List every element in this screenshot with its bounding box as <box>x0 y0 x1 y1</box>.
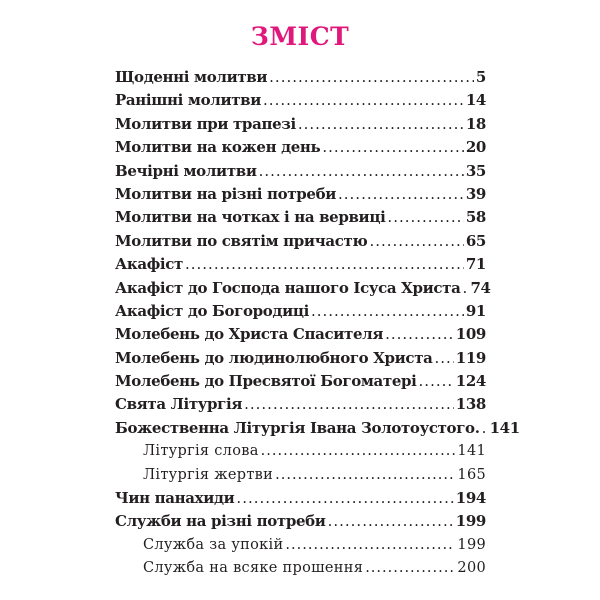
toc-entry-page-number: 199 <box>455 512 486 531</box>
toc-dot-leader <box>435 347 454 370</box>
toc-entry-page-number: 119 <box>455 348 486 367</box>
toc-entry <box>115 393 486 416</box>
toc-entry-title: Молебень до Пресвятої Богоматері <box>115 372 417 391</box>
toc-dot-leader <box>298 113 464 136</box>
toc-dot-leader <box>322 136 463 159</box>
table-of-contents <box>115 66 520 581</box>
toc-entry-title: Молитви на різні потреби <box>115 184 336 203</box>
toc-entry-page-number: 124 <box>455 372 486 391</box>
toc-entry <box>115 534 486 557</box>
toc-entry-title: Молитви по святім причастю <box>115 231 368 250</box>
toc-entry <box>115 113 486 136</box>
toc-dot-leader <box>385 323 454 346</box>
toc-entry <box>115 464 486 487</box>
toc-entry-title: Вечірні молитви <box>115 161 257 180</box>
toc-entry-page-number: 18 <box>465 114 486 133</box>
toc-entry <box>115 323 486 346</box>
toc-entry-page-number: 91 <box>465 301 486 320</box>
toc-dot-leader <box>419 370 454 393</box>
toc-entry-page-number: 14 <box>465 91 486 110</box>
toc-dot-leader <box>259 160 464 183</box>
toc-dot-leader <box>244 393 454 416</box>
toc-entry-title: Молебень до Христа Спасителя <box>115 325 384 344</box>
toc-entry-title: Молитви на чотках і на вервиці <box>115 208 386 227</box>
toc-entry-title: Літургія слова <box>143 443 259 460</box>
toc-entry <box>115 66 486 89</box>
toc-dot-leader <box>328 510 454 533</box>
toc-entry <box>115 89 486 112</box>
toc-entry-title: Служба за упокій <box>143 536 284 553</box>
toc-entry-title: Служби на різні потреби <box>115 512 326 531</box>
toc-entry <box>115 206 486 229</box>
toc-dot-leader <box>263 89 464 112</box>
toc-dot-leader <box>387 206 463 229</box>
toc-entry-page-number: 194 <box>455 489 486 508</box>
toc-dot-leader <box>365 557 455 580</box>
toc-dot-leader <box>275 464 455 487</box>
toc-entry-title: Чин панахиди <box>115 489 235 508</box>
toc-entry <box>115 557 486 580</box>
toc-entry-page-number: 200 <box>457 560 486 577</box>
toc-dot-leader <box>285 534 455 557</box>
page-title: ЗМІСТ <box>250 22 350 51</box>
toc-entry-page-number: 20 <box>465 138 486 157</box>
toc-entry-title: Служба на всяке прошення <box>143 560 364 577</box>
toc-entry <box>115 440 486 463</box>
toc-entry-page-number: 5 <box>475 68 486 86</box>
toc-entry <box>115 160 486 183</box>
toc-entry <box>115 230 486 253</box>
toc-entry <box>115 510 486 533</box>
toc-entry-page-number: 141 <box>457 443 486 460</box>
toc-entry-page-number: 165 <box>457 466 486 483</box>
toc-entry-title: Свята Літургія <box>115 395 243 414</box>
toc-entry <box>115 253 486 276</box>
toc-dot-leader <box>482 417 488 440</box>
toc-dot-leader <box>462 277 468 300</box>
toc-entry-page-number: 65 <box>465 231 486 250</box>
toc-entry <box>115 300 486 323</box>
toc-entry <box>115 370 486 393</box>
toc-dot-leader <box>236 487 453 510</box>
toc-entry-page-number: 58 <box>465 208 486 227</box>
toc-entry-page-number: 35 <box>465 161 486 180</box>
toc-entry-page-number: 141 <box>489 418 520 437</box>
toc-entry <box>115 277 491 300</box>
toc-entry-title: Молитви при трапезі <box>115 114 296 133</box>
toc-entry-title: Акафіст до Богородиці <box>115 301 309 320</box>
toc-entry <box>115 417 520 440</box>
toc-entry <box>115 347 486 370</box>
toc-entry-title: Літургія жертви <box>143 466 274 483</box>
toc-entry-title: Молитви на кожен день <box>115 138 321 157</box>
toc-entry-page-number: 199 <box>457 536 486 553</box>
toc-entry-title: Щоденні молитви <box>115 68 268 86</box>
toc-entry <box>115 136 486 159</box>
toc-entry-page-number: 39 <box>465 184 486 203</box>
toc-entry-page-number: 138 <box>455 395 486 414</box>
toc-entry-page-number: 109 <box>455 325 486 344</box>
toc-dot-leader <box>338 183 464 206</box>
toc-entry-title: Божественна Літургія Івана Золотоустого. <box>115 418 480 437</box>
toc-entry <box>115 183 486 206</box>
toc-entry-page-number: 71 <box>465 255 486 274</box>
toc-entry-page-number: 74 <box>470 278 491 297</box>
toc-dot-leader <box>185 253 464 276</box>
toc-dot-leader <box>269 66 474 89</box>
toc-dot-leader <box>261 440 456 463</box>
toc-entry-title: Ранішні молитви <box>115 91 262 110</box>
toc-entry-title: Молебень до людинолюбного Христа <box>115 348 433 367</box>
toc-entry-title: Акафіст <box>115 255 183 274</box>
toc-entry-title: Акафіст до Господа нашого Ісуса Христа <box>115 278 461 297</box>
toc-dot-leader <box>311 300 464 323</box>
toc-dot-leader <box>369 230 463 253</box>
toc-entry <box>115 487 486 510</box>
